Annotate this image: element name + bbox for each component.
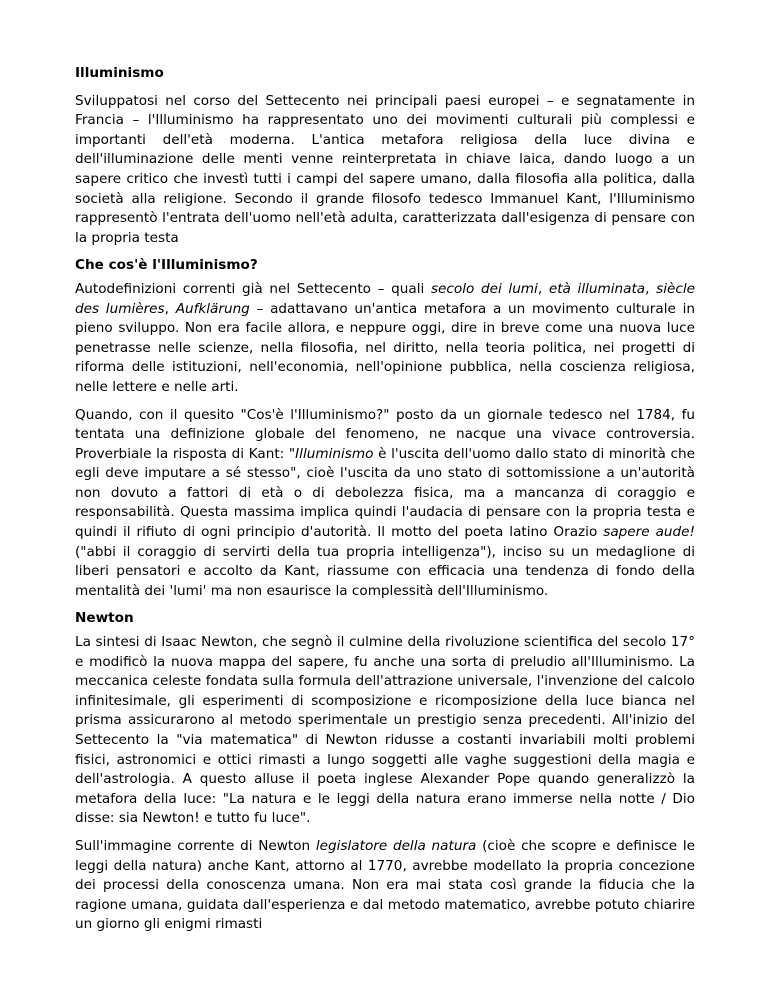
paragraph-self-definitions: [75, 280, 695, 398]
italic-term: Illuminismo: [295, 445, 374, 462]
italic-term: età illuminata: [548, 280, 646, 297]
text-run: (cioè che scopre e definisce le leggi della natura) anche Kant, attorno al 1770, avrebbe modellato la propria concezione dei processi della conoscenza umana. Non era mai stata così grande la fiducia che la ragione umana, guidata dall'esperienza e dal metodo matematico, avrebbe potuto chiarire un giorno gli enigmi rimasti: [75, 837, 695, 933]
italic-term: legislatore della natura: [315, 837, 477, 854]
text-run: ,: [537, 280, 549, 297]
text-run: Sull'immagine corrente di Newton: [75, 837, 316, 854]
italic-term: sapere aude!: [603, 524, 695, 541]
italic-term: secolo dei lumi: [430, 280, 538, 297]
text-run: ,: [645, 280, 657, 297]
paragraph-newton-synthesis: La sintesi di Isaac Newton, che segnò il culmine della rivoluzione scientifica del secolo 17° e modificò la nuova mappa del sapere, fu anche una sorta di preludio all'Illuminismo. La meccanica celeste fondata sulla formula dell'attrazione universale, l'invenzione del calcolo infinitesimale, gli esperimenti di scomposizione e ricomposizione della luce bianca nel prisma assicurarono al metodo sperimentale un prestigio senza precedenti. All'inizio del Settecento la "via matematica" di Newton ridusse a costanti invariabili molti problemi fisici, astronomici e ottici rimasti a lungo soggetti alle vaghe suggestioni della magia e dell'astrologia. A questo alluse il poeta inglese Alexander Pope quando generalizzò la metafora della luce: "La natura e le leggi della natura erano immerse nella notte / Dio disse: sia Newton! e tutto fu luce".: [75, 634, 695, 827]
italic-term: Aufklärung: [175, 300, 250, 317]
section-heading-what-is: Che cos'è l'Illuminismo?: [75, 257, 258, 274]
paragraph-kant-answer: [75, 406, 695, 602]
paragraph-newton-legislator: [75, 837, 695, 935]
section-heading-newton: Newton: [75, 610, 134, 627]
text-run: – adattavano un'antica metafora a un movimento culturale in pieno sviluppo. Non era facile allora, e neppure oggi, dire in breve come una nuova luce penetrasse nelle scienze, nella filosofia, nel diritto, nella teoria politica, nei progetti di riforma delle istituzioni, nell'economia, nell'opinione pubblica, nella coscienza religiosa, nelle lettere e nelle arti.: [75, 300, 695, 395]
text-run: ("abbi il coraggio di servirti della tua propria intelligenza"), inciso su un medaglione di liberi pensatori e accolto da Kant, riassume con efficacia una tendenza di fondo della mentalità dei 'lumi' ma non esaurisce la complessità dell'Illuminismo.: [75, 543, 695, 599]
intro-paragraph: Sviluppatosi nel corso del Settecento nei principali paesi europei – e segnatamente in Francia – l'Illuminismo ha rappresentato uno dei movimenti culturali più complessi e importanti dell'età moderna. L'antica metafora religiosa della luce divina e dell'illuminazione delle menti venne reinterpretata in chiave laica, dando luogo a un sapere critico che investì tutti i campi del sapere umano, dalla filosofia alla politica, dalla società alla religione. Secondo il grande filosofo tedesco Immanuel Kant, l'Illuminismo rappresentò l'entrata dell'uomo nell'età adulta, caratterizzata dall'esigenza di pensare con la propria testa: [75, 92, 695, 246]
document-title: Illuminismo: [75, 65, 164, 81]
text-run: Quando, con il quesito "Cos'è l'Illuminismo?" posto da un giornale tedesco nel 1784, fu tentata una definizione globale del fenomeno, ne nacque una vivace controversia. Proverbiale la risposta di Kant: ": [75, 406, 695, 462]
italic-term: siècle des lumières: [75, 280, 695, 317]
text-run: ,: [164, 300, 176, 317]
document-page: [75, 64, 695, 935]
text-run: è l'uscita dell'uomo dallo stato di minorità che egli deve imputare a sé stesso", cioè l'uscita da uno stato di sottomissione a un'autorità non dovuto a fattori di età o di debolezza fisica, ma a mancanza di coraggio e responsabilità. Questa massima implica quindi l'audacia di pensare con la propria testa e quindi il rifiuto di ogni principio d'autorità. Il motto del poeta latino Orazio: [75, 445, 695, 541]
text-run: Autodefinizioni correnti già nel Settecento – quali: [75, 280, 431, 297]
